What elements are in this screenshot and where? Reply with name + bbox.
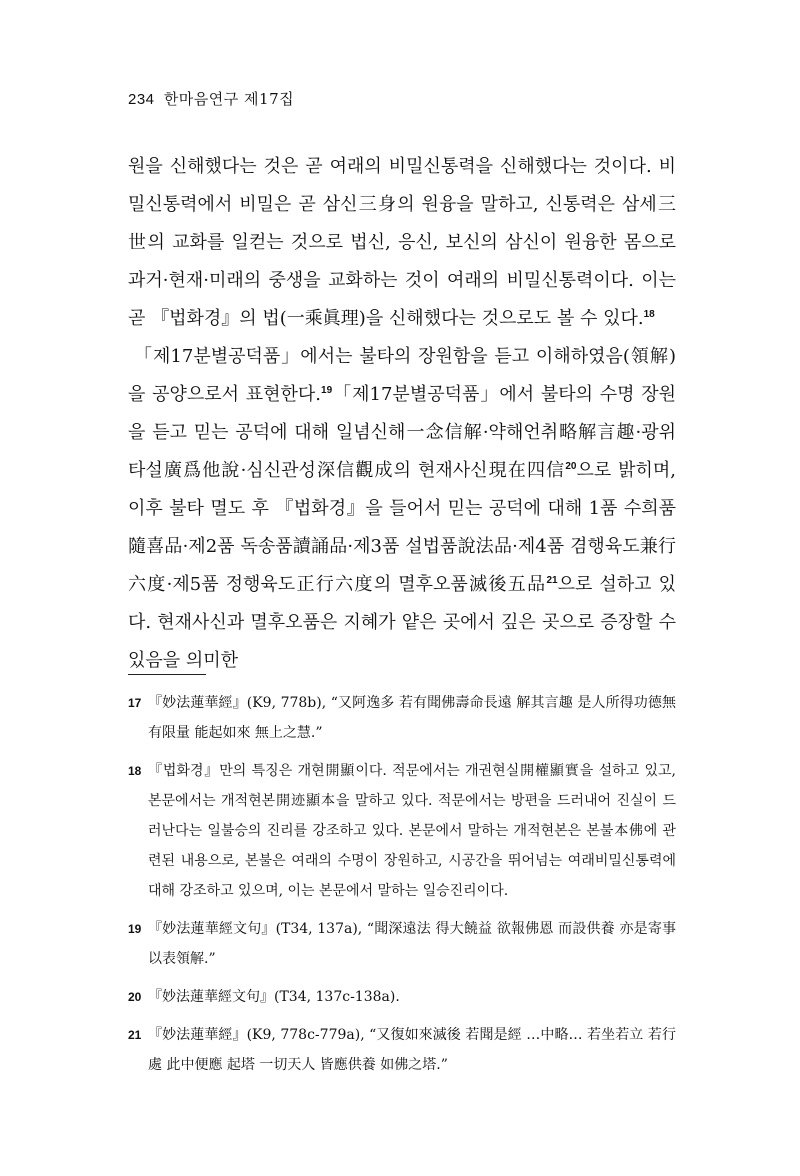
paragraph-text: 으로 설하고 있다. 현재사신과 멸후오품은 지혜가 얕은 곳에서 깊은 곳으로 증장할 수 있음을 의미한 <box>128 574 676 671</box>
body-text <box>128 148 676 680</box>
paragraph-text: 「제17분별공덕품」에서 불타의 수명 장원을 듣고 믿는 공덕에 대해 일념신해一念信解·약해언취略解言趣·광위타설廣爲他說·심신관성深信觀成의 현재사신現在四信 <box>128 384 676 481</box>
paragraph <box>128 148 676 338</box>
paragraph-text: 으로 밝히며, 이후 불타 멸도 후 『법화경』을 들어서 믿는 공덕에 대해 1품 수희품隨喜品·제2품 독송품讀誦品·제3품 설법품說法品·제4품 겸행육도兼行六度·제5품 정행육도正行六度의 멸후오품滅後五品 <box>128 460 676 595</box>
footnote <box>128 688 676 748</box>
paragraph <box>128 338 676 680</box>
journal-title: 한마음연구 제17집 <box>163 90 295 108</box>
footnote-separator <box>128 674 206 675</box>
footnote <box>128 982 676 1012</box>
footnote-number: 21 <box>128 1028 142 1042</box>
footnote-number: 20 <box>128 990 142 1004</box>
footnote-text: 『妙法蓮華經』(K9, 778b), “又阿逸多 若有聞佛壽命長遠 解其言趣 是人所得功德無有限量 能起如來 無上之慧.” <box>148 695 676 741</box>
footnote-number: 19 <box>128 922 142 936</box>
footnote-text: 『妙法蓮華經』(K9, 778c-779a), “又復如來滅後 若聞是經 …中略… 若坐若立 若行處 此中便應 起塔 一切天人 皆應供養 如佛之塔.” <box>148 1027 676 1073</box>
footnote-text: 『법화경』만의 특징은 개현開顯이다. 적문에서는 개권현실開權顯實을 설하고 있고, 본문에서는 개적현본開迹顯本을 말하고 있다. 적문에서는 방편을 드러내어 진실이 드러난다는 일불승의 진리를 강조하고 있다. 본문에서 말하는 개적현본은 본불本佛에 관련된 내용으로, 본불은 여래의 수명이 장원하고, 시공간을 뛰어넘는 여래비밀신통력에 대해 강조하고 있으며, 이는 본문에서 말하는 일승진리이다. <box>148 763 676 899</box>
footnote <box>128 914 676 974</box>
paragraph-text: 원을 신해했다는 것은 곧 여래의 비밀신통력을 신해했다는 것이다. 비밀신통력에서 비밀은 곧 삼신三身의 원융을 말하고, 신통력은 삼세三世의 교화를 일컫는 것으로 법신, 응신, 보신의 삼신이 원융한 몸으로 과거·현재·미래의 중생을 교화하는 것이 여래의 비밀신통력이다. 이는 곧 『법화경』의 법(一乘眞理)을 신해했다는 것으로도 볼 수 있다. <box>128 156 676 329</box>
footnote-number: 17 <box>128 696 142 710</box>
paragraph-text: 「제17분별공덕품」에서는 불타의 장원함을 듣고 이해하였음(領解)을 공양으로서 표현한다. <box>128 346 676 405</box>
footnote-ref: 20 <box>565 461 577 472</box>
running-head <box>128 88 294 109</box>
footnote-ref: 21 <box>546 575 558 586</box>
footnote-ref: 18 <box>643 309 655 320</box>
page-number: 234 <box>128 91 155 108</box>
footnotes <box>128 688 676 1088</box>
footnote-text: 『妙法蓮華經文句』(T34, 137c-138a). <box>148 989 400 1005</box>
footnote <box>128 1020 676 1080</box>
footnote <box>128 756 676 906</box>
footnote-number: 18 <box>128 764 142 778</box>
footnote-text: 『妙法蓮華經文句』(T34, 137a), “聞深遠法 得大饒益 欲報佛恩 而設供養 亦是寄事以表領解.” <box>148 921 676 967</box>
footnote-ref: 19 <box>321 385 333 396</box>
